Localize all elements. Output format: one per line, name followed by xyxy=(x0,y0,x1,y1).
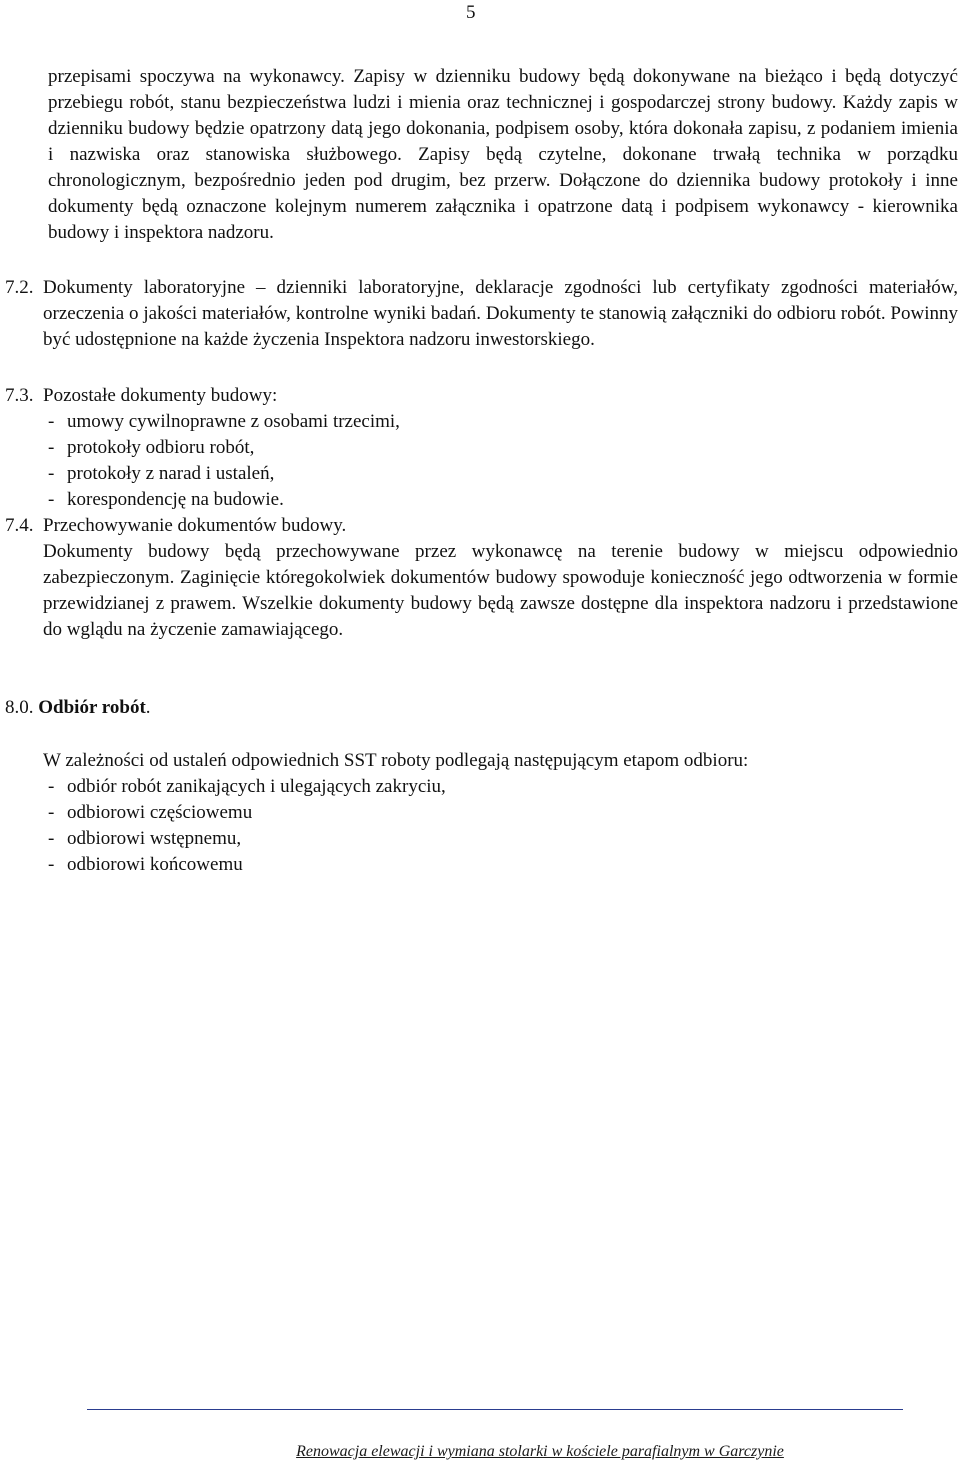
list-item xyxy=(48,800,252,826)
section-8-0-intro: W zależności od ustaleń odpowiednich SST roboty podlegają następującym etapom odbioru: xyxy=(43,750,749,771)
section-7-4 xyxy=(5,513,905,539)
list-item-text: odbiorowi końcowemu xyxy=(67,854,243,875)
list-item xyxy=(48,409,400,435)
page-number: 5 xyxy=(466,2,476,23)
section-8-0-heading xyxy=(5,695,151,721)
list-item-text: odbiorowi częściowemu xyxy=(67,802,253,823)
section-7-2 xyxy=(5,275,958,353)
section-7-3-number: 7.3. xyxy=(5,385,34,406)
section-7-2-text: Dokumenty laboratoryjne – dzienniki laboratoryjne, deklaracje zgodności lub certyfikaty zgodności materiałów, orzeczenia o jakości materiałów, kontrolne wyniki badań. Dokumenty te stanowią załączniki do odbioru robót. Powinny być udostępnione na każde życzenia Inspektora nadzoru inwestorskiego. xyxy=(43,277,958,350)
section-8-0-title-suffix: . xyxy=(145,697,151,718)
section-8-0-title: Odbiór robót xyxy=(38,697,146,718)
list-item xyxy=(48,487,284,513)
list-item-text: protokoły odbioru robót, xyxy=(67,437,255,458)
section-7-4-text: Dokumenty budowy będą przechowywane przez wykonawcę na terenie budowy w miejscu odpowiednio zabezpieczonym. Zaginięcie któregokolwiek dokumentów budowy spowoduje konieczność jego odtworzenia w formie przewidzianej z prawem. Wszelkie dokumenty budowy będą zawsze dostępne dla inspektora nadzoru i przedstawione do wglądu na życzenie zamawiającego. xyxy=(43,541,958,640)
list-dash: - xyxy=(48,802,55,823)
list-dash: - xyxy=(48,411,55,432)
section-7-4-number: 7.4. xyxy=(5,515,34,536)
list-dash: - xyxy=(48,828,55,849)
list-dash: - xyxy=(48,854,55,875)
section-7-3-title: Pozostałe dokumenty budowy: xyxy=(43,385,278,406)
list-item-text: korespondencję na budowie. xyxy=(67,489,284,510)
list-item-text: odbiór robót zanikających i ulegających zakryciu, xyxy=(67,776,446,797)
section-7-4-title: Przechowywanie dokumentów budowy. xyxy=(43,515,347,536)
list-item xyxy=(48,826,241,852)
section-8-0-number: 8.0. xyxy=(5,697,34,718)
list-dash: - xyxy=(48,437,55,458)
list-item-text: umowy cywilnoprawne z osobami trzecimi, xyxy=(67,411,400,432)
list-item-text: odbiorowi wstępnemu, xyxy=(67,828,242,849)
list-dash: - xyxy=(48,776,55,797)
footer-text: Renowacja elewacji i wymiana stolarki w kościele parafialnym w Garczynie xyxy=(296,1443,784,1460)
list-item xyxy=(48,774,446,800)
list-item-text: protokoły z narad i ustaleń, xyxy=(67,463,275,484)
list-item xyxy=(48,461,274,487)
section-7-3 xyxy=(5,383,905,409)
footer xyxy=(0,1441,960,1463)
list-item xyxy=(48,852,243,878)
list-dash: - xyxy=(48,489,55,510)
intro-paragraph: przepisami spoczywa na wykonawcy. Zapisy w dzienniku budowy będą dokonywane na bieżąco i będą dotyczyć przebiegu robót, stanu bezpieczeństwa ludzi i mienia oraz technicznej i gospodarczej strony budowy. Każdy zapis w dzienniku budowy będzie opatrzony datą jego dokonania, podpisem osoby, która dokonała zapisu, z podaniem imienia i nazwiska oraz stanowiska służbowego. Zapisy będą czytelne, dokonane trwałą technika w porządku chronologicznym, bezpośrednio jeden pod drugim, bez przerw. Dołączone do dziennika budowy protokoły i inne dokumenty będą oznaczone kolejnym numerem załącznika i opatrzone datą i podpisem wykonawcy - kierownika budowy i inspektora nadzoru. xyxy=(48,66,958,243)
list-dash: - xyxy=(48,463,55,484)
footer-rule xyxy=(87,1409,903,1410)
list-item xyxy=(48,435,254,461)
section-7-2-number: 7.2. xyxy=(5,277,34,298)
